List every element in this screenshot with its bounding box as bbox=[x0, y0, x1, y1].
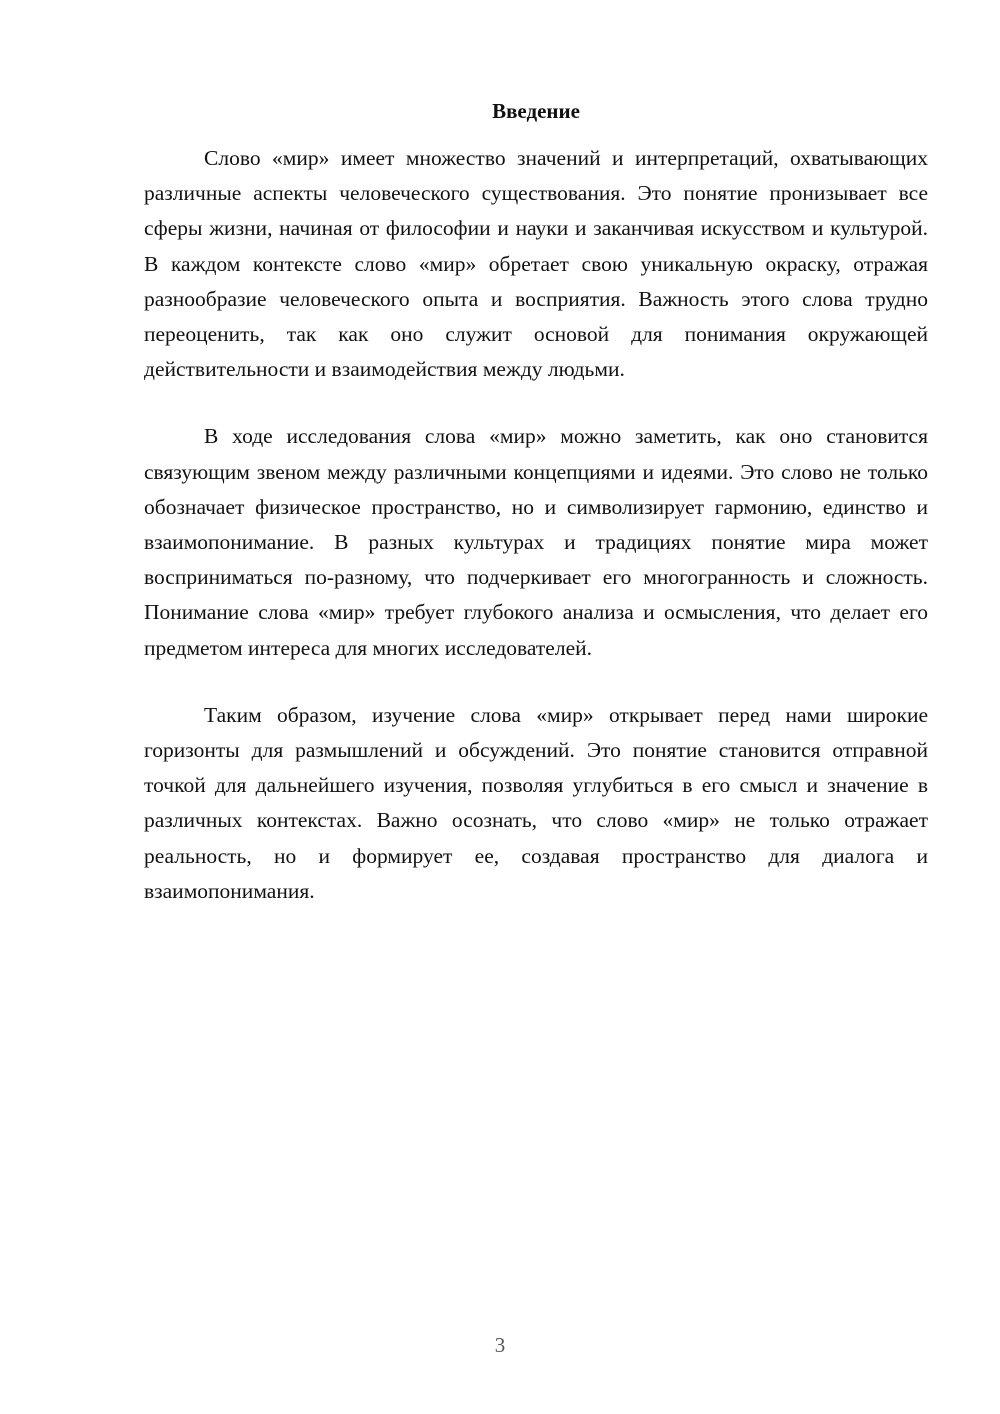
paragraph-1: Слово «мир» имеет множество значений и интерпретаций, охватывающих различные аспекты человеческого существования. Это понятие пронизывает все сферы жизни, начиная от философии и науки и заканчивая искусством и культурой. В каждом контексте слово «мир» обретает свою уникальную окраску, отражая разнообразие человеческого опыта и восприятия. Важность этого слова трудно переоценить, так как оно служит основой для понимания окружающей действительности и взаимодействия между людьми. bbox=[144, 146, 928, 382]
paragraph-3: Таким образом, изучение слова «мир» открывает перед нами широкие горизонты для размышлений и обсуждений. Это понятие становится отправной точкой для дальнейшего изучения, позволяя углубиться в его смысл и значение в различных контекстах. Важно осознать, что слово «мир» не только отражает реальность, но и формирует ее, создавая пространство для диалога и взаимопонимания. bbox=[144, 702, 928, 903]
paragraph-2: В ходе исследования слова «мир» можно заметить, как оно становится связующим звеном между различными концепциями и идеями. Это слово не только обозначает физическое пространство, но и символизирует гармонию, единство и взаимопонимание. В разных культурах и традициях понятие мира может восприниматься по-разному, что подчеркивает его многогранность и сложность. Понимание слова «мир» требует глубокого анализа и осмысления, что делает его предметом интереса для многих исследователей. bbox=[144, 424, 928, 660]
section-title: Введение bbox=[492, 99, 580, 123]
page-number: 3 bbox=[494, 1333, 506, 1357]
page-content bbox=[144, 94, 928, 941]
